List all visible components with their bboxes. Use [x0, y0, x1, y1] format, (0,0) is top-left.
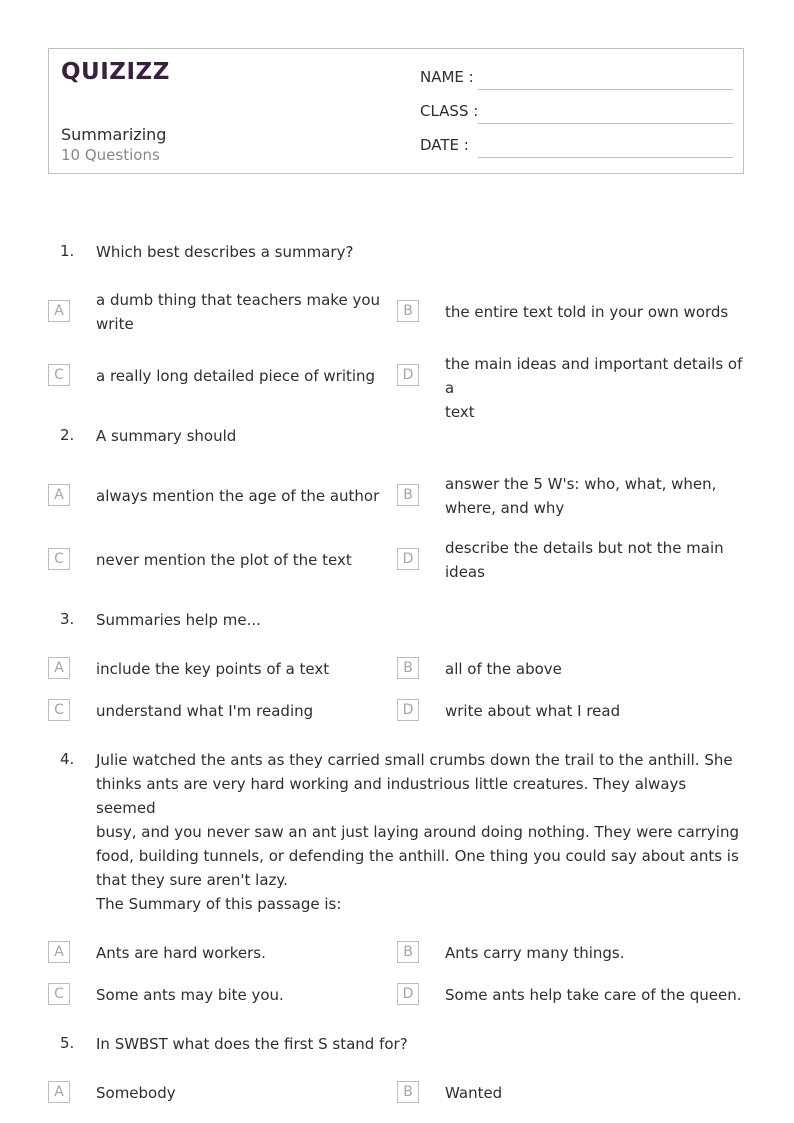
question-text: [96, 424, 748, 448]
option-c-box[interactable]: C: [48, 548, 70, 570]
option-c-text: [96, 699, 381, 723]
question-number: 1.: [60, 242, 75, 260]
option-b-box[interactable]: B: [397, 484, 419, 506]
question-number: 2.: [60, 426, 75, 444]
option-a-text: [96, 288, 381, 336]
option-line: write about what I read: [445, 702, 621, 720]
option-line: ideas: [445, 563, 485, 581]
date-field[interactable]: [478, 157, 733, 158]
question-line: busy, and you never saw an ant just laying around doing nothing. They were carrying: [96, 823, 739, 841]
worksheet-title: Summarizing: [61, 125, 167, 144]
worksheet-header: [48, 48, 744, 174]
question-text: [96, 1032, 748, 1056]
option-c-box[interactable]: C: [48, 699, 70, 721]
option-line: a dumb thing that teachers make you: [96, 291, 381, 309]
question-line: that they sure aren't lazy.: [96, 871, 288, 889]
option-line: Ants are hard workers.: [96, 944, 266, 962]
option-line: all of the above: [445, 660, 562, 678]
option-line: text: [445, 403, 475, 421]
class-field[interactable]: [478, 123, 733, 124]
option-b-box[interactable]: B: [397, 657, 419, 679]
question-text: [96, 240, 748, 264]
option-line: a really long detailed piece of writing: [96, 367, 376, 385]
question-line: In SWBST what does the first S stand for?: [96, 1035, 408, 1053]
question-line: food, building tunnels, or defending the anthill. One thing you could say about ants is: [96, 847, 739, 865]
option-a-box[interactable]: A: [48, 300, 70, 322]
option-a-box[interactable]: A: [48, 941, 70, 963]
option-line: include the key points of a text: [96, 660, 330, 678]
option-line: Ants carry many things.: [445, 944, 625, 962]
option-line: the main ideas and important details of a: [445, 355, 743, 397]
option-c-text: [96, 548, 381, 572]
option-a-text: [96, 484, 381, 508]
option-c-box[interactable]: C: [48, 983, 70, 1005]
option-a-box[interactable]: A: [48, 1081, 70, 1103]
option-line: describe the details but not the main: [445, 539, 724, 557]
option-line: write: [96, 315, 134, 333]
option-line: never mention the plot of the text: [96, 551, 352, 569]
question-line: thinks ants are very hard working and industrious little creatures. They always seemed: [96, 775, 687, 817]
class-label: CLASS :: [420, 102, 479, 120]
option-c-text: [96, 364, 381, 388]
option-a-box[interactable]: A: [48, 657, 70, 679]
question-line: Summaries help me...: [96, 611, 261, 629]
option-line: understand what I'm reading: [96, 702, 314, 720]
option-d-box[interactable]: D: [397, 364, 419, 386]
option-c-text: [96, 983, 381, 1007]
option-a-text: [96, 941, 381, 965]
option-c-box[interactable]: C: [48, 364, 70, 386]
option-a-text: [96, 657, 381, 681]
question-number: 5.: [60, 1034, 75, 1052]
option-d-box[interactable]: D: [397, 983, 419, 1005]
option-b-box[interactable]: B: [397, 1081, 419, 1103]
option-line: always mention the age of the author: [96, 487, 380, 505]
option-b-box[interactable]: B: [397, 300, 419, 322]
option-d-box[interactable]: D: [397, 699, 419, 721]
option-b-text: [445, 472, 750, 520]
option-b-text: [445, 657, 750, 681]
option-b-text: [445, 941, 750, 965]
option-d-text: [445, 536, 750, 584]
option-b-text: [445, 300, 750, 324]
question-line: The Summary of this passage is:: [96, 895, 342, 913]
option-a-text: [96, 1081, 381, 1105]
option-b-text: [445, 1081, 750, 1105]
option-line: the entire text told in your own words: [445, 303, 729, 321]
option-d-text: [445, 699, 750, 723]
question-number: 3.: [60, 610, 75, 628]
option-line: Some ants help take care of the queen.: [445, 986, 742, 1004]
option-line: where, and why: [445, 499, 565, 517]
question-line: A summary should: [96, 427, 237, 445]
quizizz-logo: QUIZIZZ: [61, 59, 170, 85]
question-line: Julie watched the ants as they carried small crumbs down the trail to the anthill. She: [96, 751, 733, 769]
option-line: Some ants may bite you.: [96, 986, 284, 1004]
option-d-text: [445, 983, 750, 1007]
option-line: answer the 5 W's: who, what, when,: [445, 475, 717, 493]
date-label: DATE :: [420, 136, 469, 154]
question-line: Which best describes a summary?: [96, 243, 354, 261]
option-b-box[interactable]: B: [397, 941, 419, 963]
question-number: 4.: [60, 750, 75, 768]
name-field[interactable]: [478, 89, 733, 90]
option-d-box[interactable]: D: [397, 548, 419, 570]
option-line: Somebody: [96, 1084, 176, 1102]
option-d-text: [445, 352, 750, 424]
option-a-box[interactable]: A: [48, 484, 70, 506]
question-text: [96, 748, 748, 916]
question-count: 10 Questions: [61, 146, 160, 164]
name-label: NAME :: [420, 68, 474, 86]
question-text: [96, 608, 748, 632]
option-line: Wanted: [445, 1084, 503, 1102]
